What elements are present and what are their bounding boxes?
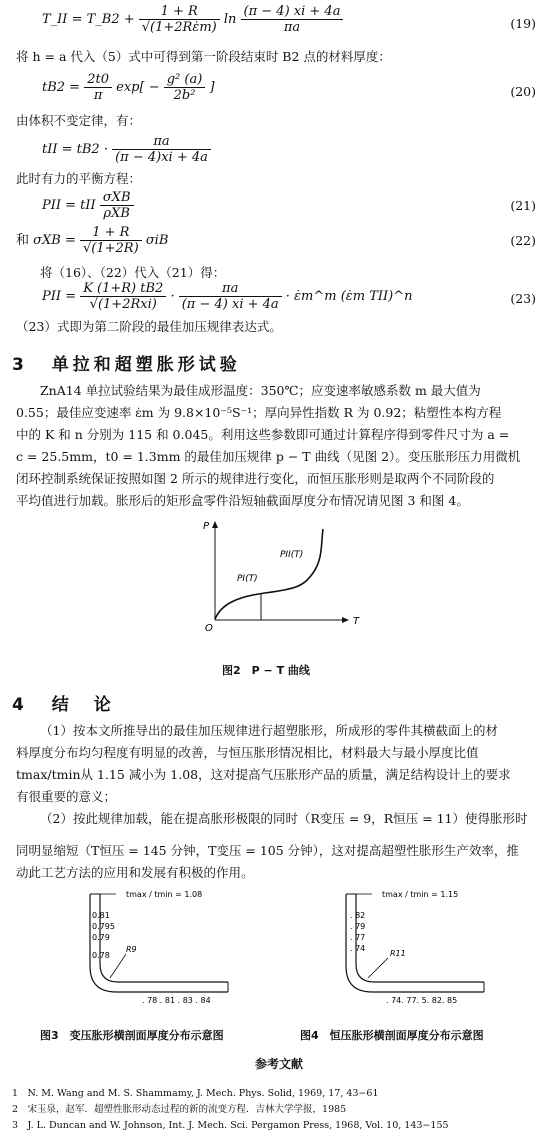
references-title: 参考文献 xyxy=(254,1057,303,1071)
para3-line: c = 25.5mm，t0 = 1.3mm 的最佳加压规律 p − T 曲线（见图 2）。变压胀形压力用微机 xyxy=(16,449,521,464)
para4-line: 动此工艺方法的应用和发展有积极的作用。 xyxy=(16,865,254,880)
eq23-number: (23) xyxy=(510,291,536,306)
fig2-x-arrow xyxy=(342,617,349,623)
fig2-origin: O xyxy=(205,623,213,634)
equation-21 xyxy=(42,190,134,221)
eq22-frac-den: √(1+2R) xyxy=(83,241,139,256)
para4-line: 料厚度分布均匀程度有明显的改善，与恒压胀形情况相比，材料最大与最小厚度比值 xyxy=(16,745,479,760)
section-3-heading xyxy=(12,350,241,375)
fig3-ratio: tmax / tmin = 1.08 xyxy=(126,890,203,899)
references-list xyxy=(12,1086,449,1134)
equation-19 xyxy=(42,4,343,35)
eq19-ln: ln xyxy=(223,12,237,27)
eq19-fraction xyxy=(139,4,220,35)
eq20-fraction xyxy=(84,72,112,103)
fig4-left-value: . 74 xyxy=(350,944,366,953)
fig2-curve xyxy=(215,529,323,619)
equation-20 xyxy=(42,72,215,103)
eq23-frac-den: √(1+2Rxi) xyxy=(89,297,157,312)
section-3-number: 3 xyxy=(12,355,28,375)
eq20-number: (20) xyxy=(510,84,536,99)
eq20-exp: exp[ − xyxy=(116,80,160,95)
figure-3-section-diagram xyxy=(68,888,243,1008)
section-4-number: 4 xyxy=(12,695,28,715)
section-4-paragraph xyxy=(16,720,544,884)
reference-item: 1 N. M. Wang and M. S. Shammamy, J. Mech. Phys. Solid, 1969, 17, 43−61 xyxy=(12,1088,379,1099)
fig2-curve-label-pi: PI(T) xyxy=(237,574,258,584)
eq22-lhs: σXB = xyxy=(33,233,76,248)
eq19-frac-num: 1 + R xyxy=(139,4,220,20)
eq23-frac-num: K (1+R) tB2 xyxy=(80,281,166,297)
eq20-g-num: g² (a) xyxy=(164,72,206,88)
eqtII-fraction xyxy=(112,134,211,165)
section-3-title: 单拉和超塑胀形试验 xyxy=(51,355,241,375)
fig4-radius: R11 xyxy=(390,949,406,958)
eq22-fraction xyxy=(80,225,142,256)
section-4-title: 结 论 xyxy=(51,695,115,715)
equation-22 xyxy=(16,225,168,256)
eq22-number: (22) xyxy=(510,233,536,248)
eq20-frac-den: π xyxy=(93,88,103,103)
para3-line: 平均值进行加载。胀形后的矩形盒零件沿短轴截面厚度分布情况请见图 3 和图 4。 xyxy=(16,493,469,508)
figure-4-caption: 图4 恒压胀形横剖面厚度分布示意图 xyxy=(300,1029,484,1042)
eq19-ln-den: πa xyxy=(283,20,301,35)
fig4-left-value: . 79 xyxy=(350,922,366,931)
eq20-g-fraction xyxy=(164,72,206,103)
para4-line: 同明显缩短（T恒压 = 145 分钟，T变压 = 105 分钟），这对提高超塑性胀形生产效率，推 xyxy=(16,843,519,858)
fig3-left-value: 0.81 xyxy=(92,911,110,920)
para3-line: 0.55；最佳应变速率 ε̇m 为 9.8×10⁻⁵S⁻¹；厚向异性指数 R 为 0.92；粘塑性本构方程 xyxy=(16,405,502,420)
eq21-frac-num: σXB xyxy=(100,190,134,206)
figure-2-caption: 图2 P − T 曲线 xyxy=(222,664,310,677)
para3-line: 闭环控制系统保证按照如图 2 所示的规律进行变化，而恒压胀形则是取两个不同阶段的 xyxy=(16,471,495,486)
fig3-bottom-values: . 78 . 81 . 83 . 84 xyxy=(142,996,211,1005)
eqtII-frac-den: (π − 4)xi + 4a xyxy=(115,150,208,165)
eq19-lhs: T_II = T_B2 + xyxy=(42,12,135,27)
para4-line: 有很重要的意义； xyxy=(16,789,117,804)
fig2-y-label: P xyxy=(203,521,210,532)
fig2-curve-label-pii: PII(T) xyxy=(280,550,304,560)
para3-line: 中的 K 和 n 分别为 115 和 0.045。利用这些参数即可通过计算程序得到零件尺寸为 a = xyxy=(16,427,510,442)
eqtII-frac-num: πa xyxy=(112,134,211,150)
eq23-fraction xyxy=(80,281,166,312)
fig3-left-value: 0.795 xyxy=(92,922,115,931)
figure-4-section-diagram xyxy=(324,888,499,1008)
eq20-lhs: tB2 = xyxy=(42,80,81,95)
eqtII-lhs: tII = tB2 · xyxy=(42,142,108,157)
text-line-23: （23）式即为第二阶段的最佳加压规律表达式。 xyxy=(16,319,282,334)
equation-tII xyxy=(42,134,211,165)
text-line-volume: 由体积不变定律，有： xyxy=(16,113,142,128)
text-line-h: 将 h = a 代入（5）式中可得到第一阶段结束时 B2 点的材料厚度： xyxy=(16,49,391,64)
fig3-left-value: 0.79 xyxy=(92,933,110,942)
eq23-dot: · xyxy=(170,289,175,304)
eq23-frac2-num: πa xyxy=(179,281,282,297)
eq22-rhs: σiB xyxy=(145,233,169,248)
eq22-prefix: 和 xyxy=(16,233,30,248)
text-line-substitute: 将（16）、（22）代入（21）得： xyxy=(40,265,226,280)
fig2-x-label: T xyxy=(353,616,360,627)
reference-item: 2 宋玉泉，赵军．超塑性胀形动态过程的新的流变方程．吉林大学学报，1985 xyxy=(12,1104,347,1115)
text-line-force: 此时有力的平衡方程： xyxy=(16,171,142,186)
eq19-frac-den: √(1+2Rε̇m) xyxy=(141,20,217,35)
para3-line: ZnA14 单拉试验结果为最佳成形温度：350℃；应变速率敏感系数 m 最大值为 xyxy=(40,383,481,398)
para4-line: （2）按此规律加载，能在提高胀形极限的同时（R变压 = 9，R恒压 = 11）使得胀形时 xyxy=(40,811,528,826)
eq22-frac-num: 1 + R xyxy=(80,225,142,241)
figure-3-caption: 图3 变压胀形横剖面厚度分布示意图 xyxy=(40,1029,224,1042)
eq23-frac2-den: (π − 4) xi + 4a xyxy=(181,297,279,312)
para4-line: tmax/tmin从 1.15 减小为 1.08，这对提高气压胀形产品的质量，满足结构设计上的要求 xyxy=(16,767,511,782)
eq20-frac-num: 2t0 xyxy=(84,72,112,88)
fig4-left-value: . 82 xyxy=(350,911,366,920)
eq19-ln-num: (π − 4) xi + 4a xyxy=(241,4,344,20)
para4-line: （1）按本文所推导出的最佳加压规律进行超塑胀形，所成形的零件其横截面上的材 xyxy=(40,723,498,738)
eq21-fraction xyxy=(100,190,134,221)
fig2-y-arrow xyxy=(212,521,218,528)
section-3-paragraph xyxy=(16,380,544,512)
fig4-left-value: . 77 xyxy=(350,933,366,942)
fig4-ratio: tmax / tmin = 1.15 xyxy=(382,890,459,899)
eq21-number: (21) xyxy=(510,198,536,213)
eq20-close: ] xyxy=(209,80,215,95)
eq19-ln-fraction xyxy=(241,4,344,35)
fig3-radius: R9 xyxy=(126,945,137,954)
eq21-lhs: PII = tII xyxy=(42,198,96,213)
section-4-heading xyxy=(12,690,115,715)
eq20-g-den: 2b² xyxy=(173,88,196,103)
eq19-number: (19) xyxy=(510,16,536,31)
fig3-left-value: 0.78 xyxy=(92,951,110,960)
equation-23 xyxy=(42,281,413,312)
eq23-rhs: · ε̇m^m (ε̇m TII)^n xyxy=(285,289,413,304)
eq21-frac-den: ρXB xyxy=(103,206,130,221)
figure-2-pt-curve xyxy=(195,515,395,657)
reference-item: 3 J. L. Duncan and W. Johnson, Int. J. Mech. Sci. Pergamon Press, 1968, Vol. 10, 143−155 xyxy=(12,1120,449,1131)
fig4-bottom-values: . 74. 77. 5. 82. 85 xyxy=(386,996,458,1005)
eq23-fraction-2 xyxy=(179,281,282,312)
eq23-lhs: PII = xyxy=(42,289,77,304)
